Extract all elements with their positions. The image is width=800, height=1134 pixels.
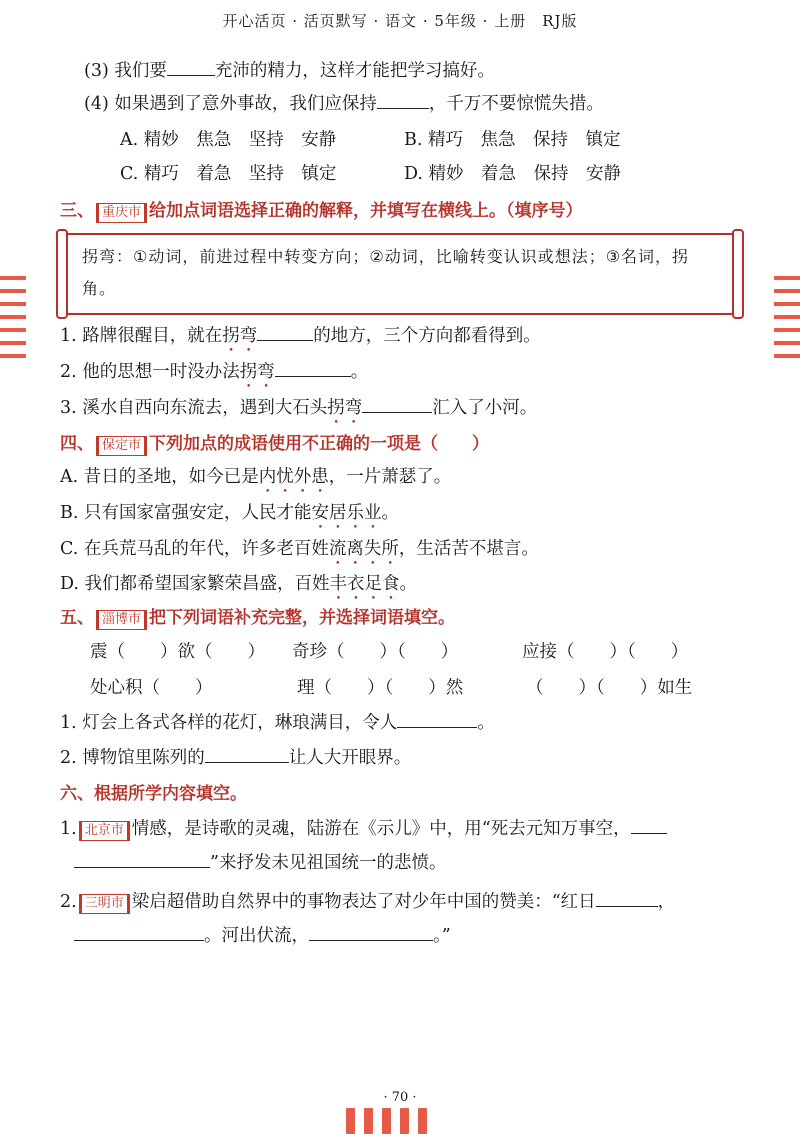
s6-item-2 bbox=[60, 888, 675, 915]
s4-b-pre: B. 只有国家富强安定，人民才能 bbox=[60, 503, 312, 523]
s6-q2-text2: ， bbox=[657, 892, 676, 912]
idiom-fill-4[interactable]: 处心积（ ） bbox=[90, 678, 213, 698]
q4-suffix: ，千万不要惊慌失措。 bbox=[428, 94, 604, 114]
s6-q1-text: 情感，是诗歌的灵魂，陆游在《示儿》中，用“死去元知万事空， bbox=[131, 819, 631, 839]
q3-prefix: (3) 我们要 bbox=[84, 61, 167, 81]
s4-option-d bbox=[60, 571, 417, 604]
section-3-heading bbox=[60, 196, 583, 223]
s3-q2-blank[interactable] bbox=[275, 358, 351, 377]
section-6-heading: 六、根据所学内容填空。 bbox=[60, 784, 247, 804]
dotted-idiom: 流离失所 bbox=[328, 539, 399, 559]
s3-q2-post: 。 bbox=[350, 362, 369, 382]
s5-item-1 bbox=[60, 709, 495, 736]
definition-text: 拐弯：①动词，前进过程中转变方向；②动词，比喻转变认识或想法；③名词，拐角。 bbox=[82, 247, 690, 298]
s4-a-pre: A. 昔日的圣地，如今已是 bbox=[60, 467, 259, 487]
option-d: D. 精妙 着急 保持 安静 bbox=[404, 164, 622, 184]
region-tag: 淄博市 bbox=[96, 610, 147, 630]
s3-q3-pre: 3. 溪水自西向东流去，遇到大石头 bbox=[60, 398, 328, 418]
option-b: B. 精巧 焦急 保持 镇定 bbox=[404, 130, 621, 150]
left-margin-stripes bbox=[0, 276, 26, 367]
footer-stripes bbox=[346, 1108, 427, 1134]
s6-q2-number: 2. bbox=[60, 892, 77, 912]
s3-item-1 bbox=[60, 322, 541, 356]
s6-q2-blank-c[interactable] bbox=[309, 922, 433, 941]
idiom-fill-5[interactable]: 理（ ）（ ）然 bbox=[297, 678, 464, 698]
s6-q2-blank-b[interactable] bbox=[74, 922, 204, 941]
s4-d-pre: D. 我们都希望国家繁荣昌盛，百姓 bbox=[60, 574, 330, 594]
s4-c-post: ，生活苦不堪言。 bbox=[398, 539, 539, 559]
s3-item-2 bbox=[60, 358, 368, 392]
s4-a-post: ，一片萧瑟了。 bbox=[328, 467, 452, 487]
dotted-idiom: 安居乐业 bbox=[311, 503, 382, 523]
q3-blank[interactable] bbox=[167, 57, 215, 76]
s6-q1-blank-a[interactable] bbox=[631, 815, 667, 834]
s4-c-pre: C. 在兵荒马乱的年代，许多老百姓 bbox=[60, 539, 329, 559]
s3-q1-post: 的地方，三个方向都看得到。 bbox=[313, 326, 541, 346]
s3-q1-blank[interactable] bbox=[257, 322, 313, 341]
dotted-word: 拐弯 bbox=[327, 398, 363, 418]
s5-q1-pre: 1. 灯会上各式各样的花灯，琳琅满目，令人 bbox=[60, 713, 398, 733]
s4-d-post: 。 bbox=[399, 574, 418, 594]
question-4 bbox=[84, 90, 604, 117]
s3-q3-blank[interactable] bbox=[362, 394, 432, 413]
s5-q1-blank[interactable] bbox=[397, 709, 477, 728]
s6-q2-text4: 。” bbox=[433, 926, 451, 946]
s3-q3-post: 汇入了小河。 bbox=[432, 398, 538, 418]
region-tag: 北京市 bbox=[79, 821, 130, 841]
s6-q2-text: 梁启超借助自然界中的事物表达了对少年中国的赞美：“红日 bbox=[131, 892, 596, 912]
s5-item-2 bbox=[60, 744, 411, 771]
s6-q1-blank-b[interactable] bbox=[74, 849, 210, 868]
question-3 bbox=[84, 57, 495, 84]
s6-q2-text3: 。河出伏流， bbox=[204, 926, 309, 946]
q4-blank[interactable] bbox=[377, 90, 429, 109]
q4-prefix: (4) 如果遇到了意外事故，我们应保持 bbox=[84, 94, 377, 114]
region-tag: 重庆市 bbox=[96, 203, 147, 223]
s4-option-c bbox=[60, 536, 539, 569]
dotted-idiom: 内忧外患 bbox=[258, 467, 329, 487]
s4-b-post: 。 bbox=[381, 503, 399, 523]
page-number: · 70 · bbox=[383, 1090, 417, 1105]
region-tag: 保定市 bbox=[96, 436, 147, 456]
s4-option-a bbox=[60, 464, 451, 497]
s6-q2-blank-a[interactable] bbox=[596, 888, 658, 907]
s6-item-2-cont bbox=[74, 922, 451, 949]
s6-q1-text2: ”来抒发未见祖国统一的悲愤。 bbox=[210, 853, 447, 873]
page-header: 开心活页 · 活页默写 · 语文 · 5年级 · 上册 RJ版 bbox=[222, 12, 578, 30]
idiom-fill-6[interactable]: （ ）（ ）如生 bbox=[526, 678, 693, 698]
section-4-heading bbox=[60, 429, 489, 456]
section-4-title: 下列加点的成语使用不正确的一项是（ ） bbox=[149, 434, 490, 454]
dotted-idiom: 丰衣足食 bbox=[329, 574, 400, 594]
s5-q2-pre: 2. 博物馆里陈列的 bbox=[60, 748, 205, 768]
s3-item-3 bbox=[60, 394, 537, 428]
s5-q2-post: 让人大开眼界。 bbox=[288, 748, 412, 768]
s6-item-1-cont bbox=[74, 849, 446, 876]
s4-option-b bbox=[60, 500, 399, 533]
dotted-word: 拐弯 bbox=[222, 326, 258, 346]
idiom-fill-3[interactable]: 应接（ ）（ ） bbox=[522, 642, 689, 662]
right-margin-stripes bbox=[774, 276, 800, 367]
option-a: A. 精妙 焦急 坚持 安静 bbox=[120, 130, 337, 150]
section-4-number: 四、 bbox=[60, 434, 94, 454]
section-5-title: 把下列词语补充完整，并选择词语填空。 bbox=[149, 608, 456, 628]
section-5-number: 五、 bbox=[60, 608, 94, 628]
s5-q1-post: 。 bbox=[477, 713, 495, 733]
section-5-heading bbox=[60, 603, 455, 630]
s3-q2-pre: 2. 他的思想一时没办法 bbox=[60, 362, 240, 382]
s3-q1-pre: 1. 路牌很醒目，就在 bbox=[60, 326, 223, 346]
s5-q2-blank[interactable] bbox=[205, 744, 289, 763]
dotted-word: 拐弯 bbox=[239, 362, 275, 382]
section-3-number: 三、 bbox=[60, 201, 94, 221]
s6-q1-number: 1. bbox=[60, 819, 77, 839]
s6-item-1 bbox=[60, 815, 667, 842]
idiom-fill-1[interactable]: 震（ ）欲（ ） bbox=[90, 642, 265, 662]
option-c: C. 精巧 着急 坚持 镇定 bbox=[120, 164, 337, 184]
region-tag: 三明市 bbox=[79, 894, 130, 914]
definition-box bbox=[62, 233, 738, 315]
idiom-fill-2[interactable]: 奇珍（ ）（ ） bbox=[292, 642, 459, 662]
section-3-title: 给加点词语选择正确的解释，并填写在横线上。（填序号） bbox=[149, 201, 583, 221]
q3-suffix: 充沛的精力，这样才能把学习搞好。 bbox=[214, 61, 495, 81]
